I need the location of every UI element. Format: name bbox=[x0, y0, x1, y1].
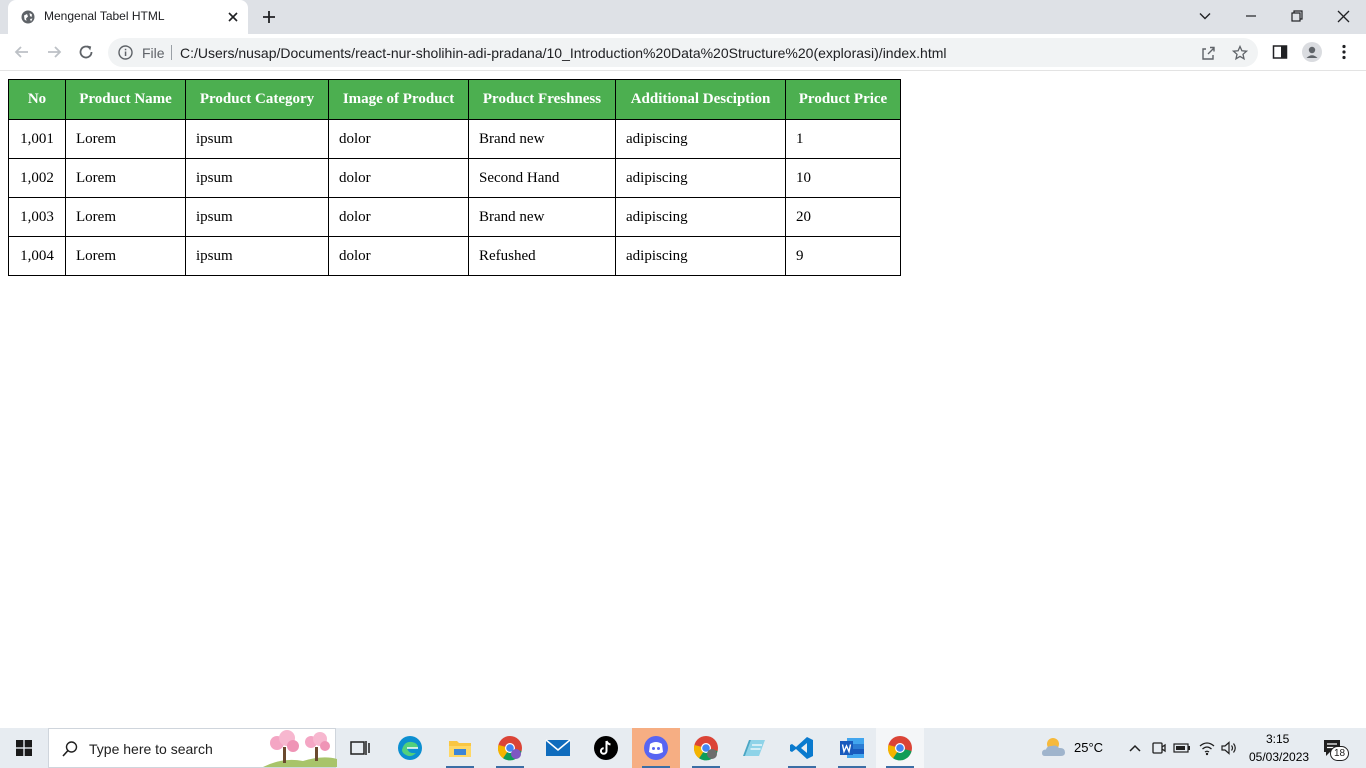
table-cell: dolor bbox=[329, 198, 469, 237]
tiktok-app[interactable] bbox=[582, 728, 630, 768]
mail-app[interactable] bbox=[534, 728, 582, 768]
task-view-button[interactable] bbox=[336, 728, 384, 768]
table-cell: 10 bbox=[786, 159, 901, 198]
chrome-profile-app[interactable] bbox=[486, 728, 534, 768]
taskbar bbox=[0, 728, 1366, 768]
notepad-app[interactable] bbox=[730, 728, 778, 768]
close-icon bbox=[1337, 10, 1350, 23]
browser-toolbar bbox=[0, 34, 1366, 71]
windows-logo-icon bbox=[16, 740, 32, 756]
chrome-icon bbox=[887, 735, 913, 761]
table-cell: 1,002 bbox=[9, 159, 66, 198]
word-app[interactable] bbox=[828, 728, 876, 768]
file-explorer-app[interactable] bbox=[436, 728, 484, 768]
column-header: Product Freshness bbox=[469, 80, 616, 120]
vscode-icon bbox=[790, 736, 814, 760]
mail-icon bbox=[545, 738, 571, 758]
discord-app[interactable] bbox=[632, 728, 680, 768]
table-cell: 1,001 bbox=[9, 120, 66, 159]
table-cell: Brand new bbox=[469, 198, 616, 237]
cherry-blossom-icon bbox=[263, 729, 337, 767]
search-placeholder: Type here to search bbox=[89, 741, 213, 757]
side-panel-icon bbox=[1272, 44, 1288, 60]
tab-title: Mengenal Tabel HTML bbox=[44, 9, 165, 23]
menu-button[interactable] bbox=[1334, 42, 1354, 62]
taskbar-search[interactable] bbox=[48, 728, 336, 768]
table-cell: ipsum bbox=[186, 198, 329, 237]
clock[interactable] bbox=[1246, 731, 1312, 765]
table-cell: 9 bbox=[786, 237, 901, 276]
clock-time: 3:15 bbox=[1266, 732, 1290, 746]
share-icon bbox=[1200, 45, 1216, 61]
table-cell: dolor bbox=[329, 237, 469, 276]
edge-app[interactable] bbox=[386, 728, 434, 768]
table-cell: dolor bbox=[329, 159, 469, 198]
scheme-label: File bbox=[142, 45, 165, 61]
table-cell: Brand new bbox=[469, 120, 616, 159]
table-row bbox=[9, 120, 901, 159]
weather-temperature[interactable]: 25°C bbox=[1074, 740, 1104, 755]
speaker-icon bbox=[1220, 740, 1238, 756]
weather-cloud-icon[interactable] bbox=[1040, 736, 1068, 760]
chrome-app[interactable] bbox=[876, 728, 924, 768]
table-row bbox=[9, 198, 901, 237]
battery-icon bbox=[1173, 742, 1191, 754]
minimize-icon bbox=[1245, 10, 1257, 22]
browser-tab[interactable] bbox=[8, 0, 248, 34]
network-button[interactable] bbox=[1198, 739, 1216, 757]
volume-button[interactable] bbox=[1220, 739, 1238, 757]
star-icon bbox=[1232, 45, 1248, 61]
side-panel-button[interactable] bbox=[1270, 42, 1290, 62]
vscode-app[interactable] bbox=[778, 728, 826, 768]
column-header: Image of Product bbox=[329, 80, 469, 120]
table-cell: dolor bbox=[329, 120, 469, 159]
table-cell: Lorem bbox=[66, 120, 186, 159]
column-header: Additional Desciption bbox=[616, 80, 786, 120]
close-window-button[interactable] bbox=[1330, 4, 1356, 28]
notification-center-button[interactable] bbox=[1318, 736, 1352, 762]
tab-strip bbox=[0, 0, 1366, 34]
restore-icon bbox=[1291, 10, 1303, 22]
table-cell: Lorem bbox=[66, 159, 186, 198]
bookmark-button[interactable] bbox=[1231, 44, 1248, 61]
url-text[interactable]: C:/Users/nusap/Documents/react-nur-sholihin-adi-pradana/10_Introduction%20Data%20Structure%20(explorasi)/index.html bbox=[180, 45, 947, 61]
folder-icon bbox=[448, 737, 472, 759]
table-header-row bbox=[9, 80, 901, 120]
table-cell: adipiscing bbox=[616, 120, 786, 159]
restore-button[interactable] bbox=[1284, 4, 1310, 28]
table-cell: Refushed bbox=[469, 237, 616, 276]
chevron-down-icon bbox=[1198, 9, 1212, 23]
arrow-right-icon bbox=[45, 43, 63, 61]
table-cell: 1,004 bbox=[9, 237, 66, 276]
column-header: Product Name bbox=[66, 80, 186, 120]
table-cell: 20 bbox=[786, 198, 901, 237]
table-cell: adipiscing bbox=[616, 159, 786, 198]
more-vert-icon bbox=[1341, 44, 1347, 60]
battery-button[interactable] bbox=[1173, 739, 1191, 757]
profile-avatar-icon bbox=[1302, 42, 1322, 62]
chrome-icon bbox=[497, 735, 523, 761]
table-cell: 1,003 bbox=[9, 198, 66, 237]
chrome-alt-app[interactable] bbox=[682, 728, 730, 768]
notepad-icon bbox=[741, 736, 767, 760]
table-row bbox=[9, 237, 901, 276]
notification-count: 18 bbox=[1330, 746, 1349, 761]
address-bar[interactable] bbox=[108, 38, 1258, 67]
column-header: Product Price bbox=[786, 80, 901, 120]
chrome-icon bbox=[693, 735, 719, 761]
divider bbox=[171, 45, 172, 60]
reload-button[interactable] bbox=[76, 42, 96, 62]
meet-now-button[interactable] bbox=[1150, 739, 1168, 757]
word-icon bbox=[839, 736, 865, 760]
reload-icon bbox=[77, 43, 95, 61]
arrow-left-icon bbox=[13, 43, 31, 61]
start-button[interactable] bbox=[0, 728, 48, 768]
new-tab-icon[interactable] bbox=[260, 8, 278, 26]
discord-icon bbox=[643, 735, 669, 761]
table-cell: Lorem bbox=[66, 237, 186, 276]
table-cell: ipsum bbox=[186, 237, 329, 276]
table-cell: ipsum bbox=[186, 120, 329, 159]
table-cell: ipsum bbox=[186, 159, 329, 198]
wifi-icon bbox=[1198, 740, 1216, 756]
table-cell: adipiscing bbox=[616, 198, 786, 237]
table-cell: adipiscing bbox=[616, 237, 786, 276]
share-button[interactable] bbox=[1199, 44, 1216, 61]
table-cell: Lorem bbox=[66, 198, 186, 237]
close-icon[interactable] bbox=[226, 10, 240, 24]
forward-button[interactable] bbox=[44, 42, 64, 62]
table-cell: 1 bbox=[786, 120, 901, 159]
profile-button[interactable] bbox=[1302, 42, 1322, 62]
column-header: No bbox=[9, 80, 66, 120]
table-cell: Second Hand bbox=[469, 159, 616, 198]
tab-search-button[interactable] bbox=[1192, 4, 1218, 28]
edge-icon bbox=[397, 735, 423, 761]
back-button[interactable] bbox=[12, 42, 32, 62]
task-view-icon bbox=[350, 739, 370, 757]
show-hidden-icons-button[interactable] bbox=[1126, 739, 1144, 757]
search-icon bbox=[61, 740, 79, 758]
page-content bbox=[0, 72, 1366, 728]
info-icon[interactable] bbox=[118, 45, 133, 60]
table-row bbox=[9, 159, 901, 198]
minimize-button[interactable] bbox=[1238, 4, 1264, 28]
product-table bbox=[8, 79, 901, 276]
clock-date: 05/03/2023 bbox=[1249, 750, 1310, 764]
globe-icon bbox=[21, 10, 35, 24]
chevron-up-icon bbox=[1128, 743, 1142, 753]
camera-icon bbox=[1151, 740, 1167, 756]
tiktok-icon bbox=[594, 736, 618, 760]
column-header: Product Category bbox=[186, 80, 329, 120]
